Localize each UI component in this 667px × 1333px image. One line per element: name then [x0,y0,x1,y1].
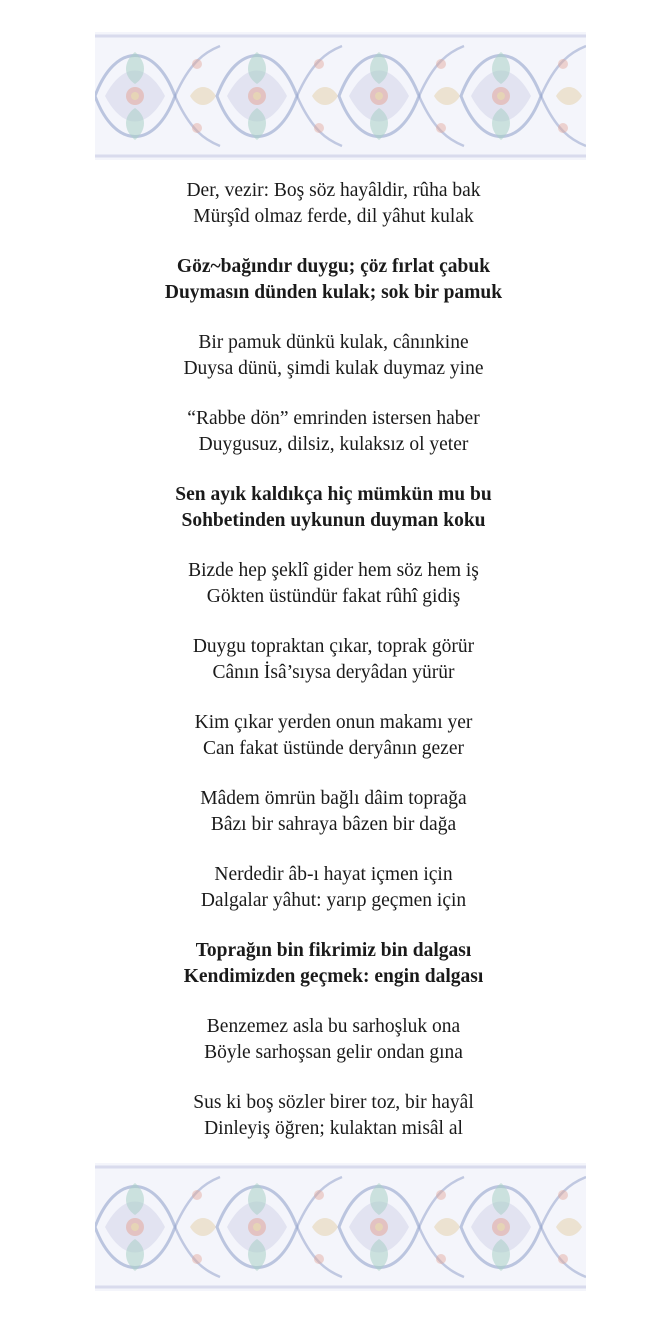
verse-line: Duysa dünü, şimdi kulak duymaz yine [183,357,484,379]
verse-line: Duymasın dünden kulak; sok bir pamuk [164,281,503,303]
verse-line: Duygusuz, dilsiz, kulaksız ol yeter [198,433,469,455]
top-floral-ornament [95,32,586,160]
verse-line: Toprağın bin fikrimiz bin dalgası [195,940,472,961]
verse-line: Duygu topraktan çıkar, toprak görür [192,636,475,657]
verse-line: Kim çıkar yerden onun makamı yer [194,712,473,733]
verse-line: Mâdem ömrün bağlı dâim toprağa [200,788,467,809]
verse-line: Sohbetinden uykunun duyman koku [181,509,486,531]
verse-line: Göz~bağındır duygu; çöz fırlat çabuk [176,256,491,277]
floral-ornament-icon [95,32,586,160]
verse-line: Benzemez asla bu sarhoşluk ona [206,1016,461,1037]
verse-line: Der, vezir: Boş söz hayâldir, rûha bak [186,180,481,201]
verse-line: Sus ki boş sözler birer toz, bir hayâl [193,1092,474,1113]
stanza [0,178,667,254]
stanza [0,786,667,862]
verse-line: Bizde hep şeklî gider hem söz hem iş [188,560,479,581]
stanza [0,938,667,1014]
verse-line: Sen ayık kaldıkça hiç mümkün mu bu [175,484,492,505]
verse-line: Dalgalar yâhut: yarıp geçmen için [200,889,467,911]
stanza [0,634,667,710]
stanza [0,254,667,330]
stanza [0,710,667,786]
verse-line: Dinleyiş öğren; kulaktan misâl al [204,1117,463,1139]
bottom-floral-ornament [95,1163,586,1291]
verse-line: Bâzı bir sahraya bâzen bir dağa [210,813,457,835]
stanza [0,1090,667,1166]
verse-line: “Rabbe dön” emrinden istersen haber [187,408,480,429]
verse-line: Kendimizden geçmek: engin dalgası [183,965,484,987]
stanza [0,330,667,406]
verse-line: Gökten üstündür fakat rûhî gidiş [206,585,461,607]
stanza [0,482,667,558]
stanza [0,1014,667,1090]
verse-line: Böyle sarhoşsan gelir ondan gına [204,1041,463,1063]
verse-line: Mürşîd olmaz ferde, dil yâhut kulak [193,205,474,227]
verse-line: Nerdedir âb-ı hayat içmen için [214,864,453,885]
floral-ornament-icon [95,1163,586,1291]
verse-line: Cânın İsâ’sıysa deryâdan yürür [212,661,455,683]
stanza [0,862,667,938]
stanza [0,558,667,634]
verse-line: Can fakat üstünde deryânın gezer [203,737,464,759]
poem-text [0,178,667,1166]
stanza [0,406,667,482]
verse-line: Bir pamuk dünkü kulak, cânınkine [198,332,469,353]
